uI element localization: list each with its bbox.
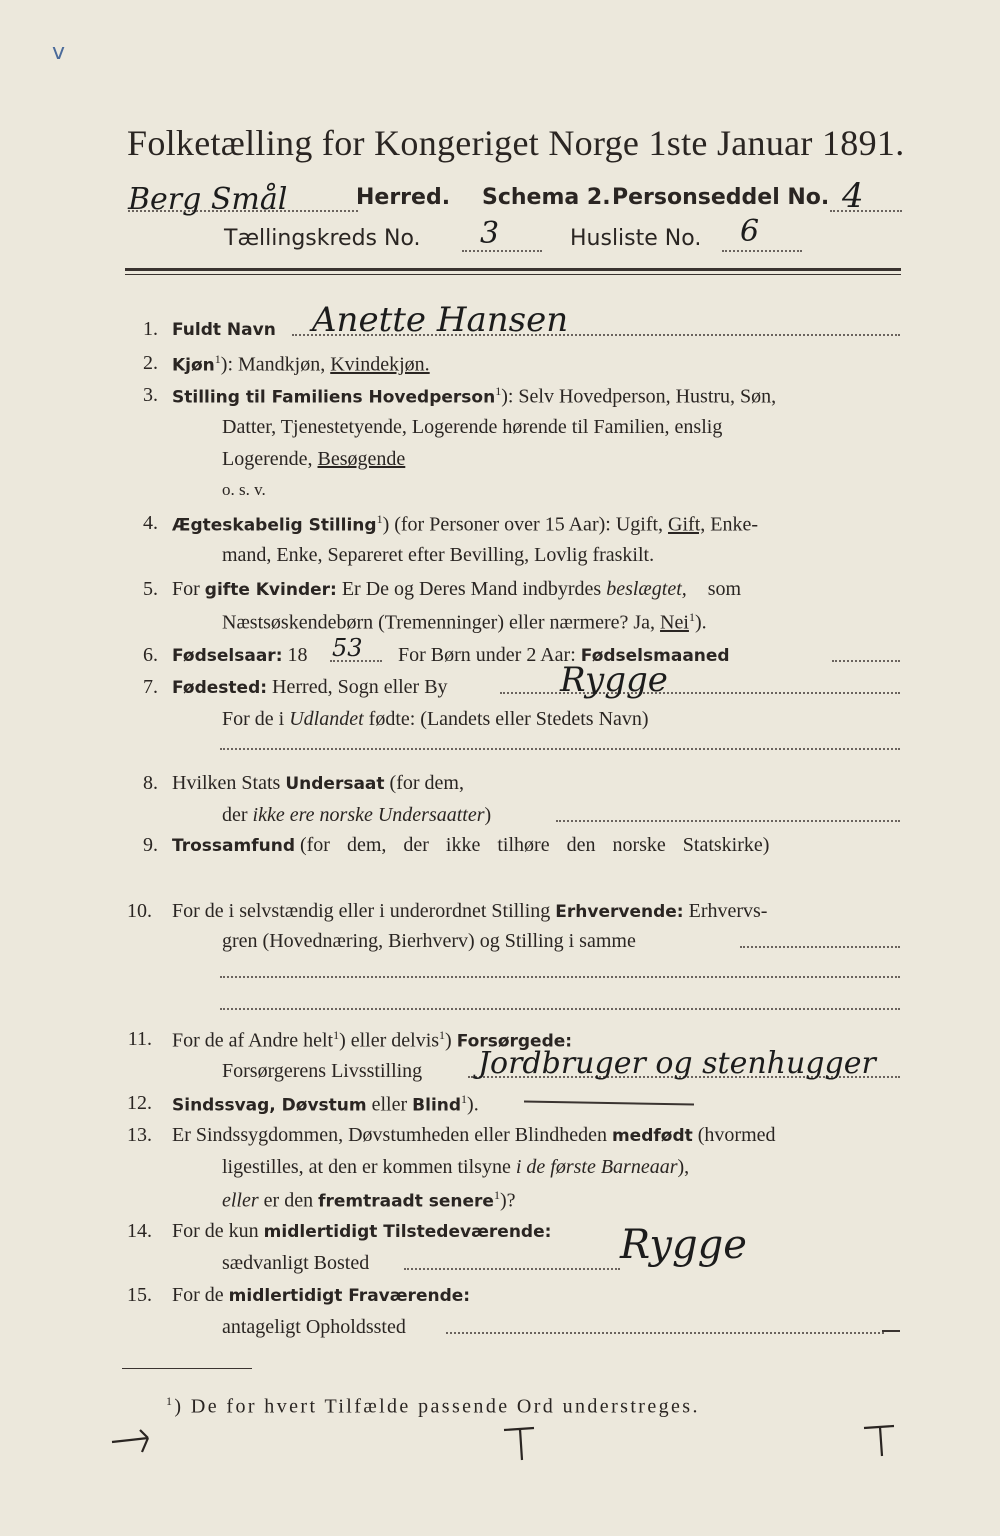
- q3-option-besogende: Besøgende: [317, 448, 406, 470]
- q7-text: Herred, Sogn eller By: [272, 676, 448, 698]
- q8-line1-c: (for dem,: [389, 772, 464, 794]
- q13-number: 13.: [127, 1124, 152, 1146]
- husliste-dots: [722, 250, 802, 252]
- q2-body: ): Mandkjøn,: [220, 353, 326, 376]
- q6-label: [172, 644, 308, 667]
- q4-label: Ægteskabelig Stilling: [172, 515, 377, 536]
- q6-number: 6.: [143, 644, 158, 666]
- q8-dots: [556, 820, 900, 822]
- q5-line1-b: beslægtet,: [606, 578, 687, 600]
- q14-value: Rygge: [620, 1222, 747, 1268]
- q10-dots-3: [220, 1008, 900, 1010]
- q1-value: Anette Hansen: [312, 300, 569, 340]
- q5-pre: For: [172, 578, 200, 600]
- q8-line2-a: der: [222, 804, 248, 826]
- q5-option-nei: Nei: [660, 611, 689, 634]
- footnote-rule: [122, 1368, 252, 1369]
- kreds-label: Tællingskreds No.: [224, 226, 421, 251]
- q2-label: Kjøn: [172, 355, 215, 376]
- q6-text-body: For Børn under 2 Aar:: [398, 644, 576, 666]
- q3-sup: 1: [495, 384, 502, 398]
- q13-line2-a: ligestilles, at den er kommen tilsyne: [222, 1156, 511, 1178]
- q15-number: 15.: [127, 1284, 152, 1306]
- q14-line2: sædvanligt Bosted: [222, 1252, 370, 1274]
- q10-number: 10.: [127, 900, 152, 922]
- husliste-value: 6: [740, 214, 760, 249]
- q11-value: Jordbruger og stenhugger: [478, 1046, 876, 1081]
- q10-line1-a: For de i selvstændig eller i underordnet Stilling: [172, 900, 551, 922]
- q13-line3-a: eller: [222, 1189, 259, 1212]
- q12-tail: ).: [467, 1093, 479, 1116]
- q13-line1-c: (hvormed: [697, 1124, 776, 1146]
- q12-label: Sindssvag, Døvstum: [172, 1095, 367, 1116]
- q5-sup: 1: [688, 610, 695, 624]
- q9-text: (for dem, der ikke tilhøre den norske Statskirke): [299, 834, 770, 856]
- q6-label2: Fødselsmaaned: [580, 646, 730, 666]
- q4-line1: [172, 512, 758, 537]
- footnote-text: ) De for hvert Tilfælde passende Ord understreges.: [174, 1395, 700, 1418]
- q13-label2: fremtraadt senere: [318, 1191, 494, 1212]
- q10-dots-2: [220, 976, 900, 978]
- q8-line1-a: Hvilken Stats: [172, 772, 281, 794]
- q6-month-dots: [832, 660, 900, 662]
- q5-number: 5.: [143, 578, 158, 600]
- q3-line3: [222, 448, 405, 471]
- q5-line2-c: ).: [694, 611, 707, 634]
- registration-mark-center: [500, 1424, 540, 1464]
- q1-label: [172, 318, 276, 341]
- q8-line1: [172, 772, 464, 795]
- q7-line2-a: For de i: [222, 708, 285, 730]
- q1-dots: [292, 334, 900, 336]
- q2-text: [172, 352, 430, 377]
- q4-option-gift: Gift,: [668, 513, 706, 536]
- footnote: [166, 1394, 700, 1419]
- q13-line2-c: ),: [677, 1156, 690, 1178]
- q15-line1: [172, 1284, 470, 1307]
- q11-line1-c: ): [445, 1029, 452, 1052]
- q12-number: 12.: [127, 1092, 152, 1114]
- q3-line4: o. s. v.: [222, 480, 266, 499]
- q4-line1-c: Enke-: [710, 513, 759, 536]
- q3-line2: Datter, Tjenestetyende, Logerende hørende til Familien, enslig: [222, 416, 723, 438]
- q5-label: gifte Kvinder:: [204, 580, 337, 600]
- q7-foreign-dots: [220, 748, 900, 750]
- q13-sup: 1: [493, 1188, 500, 1202]
- q3-line3-a: Logerende,: [222, 448, 313, 470]
- q13-line2-b: i de første Barneaar: [515, 1156, 678, 1178]
- q7-line1: [172, 676, 448, 699]
- q8-line2-c: ): [484, 804, 492, 826]
- header-rule-thin: [125, 274, 901, 275]
- q15-line1-a: For de: [172, 1284, 224, 1306]
- q5-line1: [172, 578, 741, 601]
- q13-label: medfødt: [611, 1126, 693, 1146]
- q15-label: midlertidigt Fraværende:: [228, 1286, 471, 1306]
- q5-line2-a: Næstsøskendebørn (Tremenninger) eller nærmere? Ja,: [222, 611, 656, 634]
- header-rule-thick: [125, 268, 901, 271]
- q6-prefix: 18: [287, 644, 308, 666]
- q3-label: Stilling til Familiens Hovedperson: [172, 387, 496, 408]
- herred-value: Berg Smål: [128, 182, 288, 217]
- personseddel-label: Personseddel No.: [612, 185, 830, 210]
- q4-line1-a: ) (for Personer over 15 Aar): Ugift,: [382, 513, 664, 536]
- q10-line1-c: Erhvervs-: [688, 900, 768, 922]
- q14-line1-a: For de kun: [172, 1220, 259, 1242]
- q5-line1-a: Er De og Deres Mand indbyrdes: [341, 578, 602, 600]
- q13-line1-a: Er Sindssygdommen, Døvstumheden eller Blindheden: [172, 1124, 607, 1146]
- q9-line: [172, 834, 769, 857]
- herred-label: Herred.: [356, 185, 451, 210]
- q13-line3-b: er den: [263, 1189, 314, 1212]
- q9-number: 9.: [143, 834, 158, 856]
- q13-line3: [222, 1188, 516, 1213]
- q4-number: 4.: [143, 512, 158, 534]
- q11-sup-b: 1: [439, 1028, 446, 1042]
- q11-sup-a: 1: [333, 1028, 340, 1042]
- q3-line1-text: ): Selv Hovedperson, Hustru, Søn,: [501, 385, 777, 408]
- q4-sup: 1: [376, 512, 383, 526]
- q7-number: 7.: [143, 676, 158, 698]
- q6-year-dots: [330, 660, 382, 662]
- herred-dots: [128, 210, 358, 212]
- q11-line2: Forsørgerens Livsstilling: [222, 1060, 423, 1082]
- q12-line: [172, 1092, 479, 1117]
- q11-line1-b: ) eller delvis: [339, 1029, 440, 1052]
- husliste-label: Husliste No.: [570, 226, 702, 251]
- q7-label: Fødested:: [172, 678, 268, 698]
- q7-line2-c: fødte: (Landets eller Stedets Navn): [368, 708, 649, 730]
- q15-line2: antageligt Opholdssted: [222, 1316, 406, 1338]
- q1-label-text: Fuldt Navn: [172, 320, 276, 340]
- q5-line1-c: som: [707, 578, 742, 600]
- q6-value: 53: [332, 634, 363, 662]
- form-title: Folketælling for Kongeriget Norge 1ste Januar 1891.: [127, 123, 905, 163]
- q10-line2: gren (Hovednæring, Bierhverv) og Stilling i samme: [222, 930, 636, 952]
- q13-line1: [172, 1124, 776, 1147]
- q8-label: Undersaat: [285, 774, 385, 794]
- q10-dots-1: [740, 946, 900, 948]
- q10-line1: [172, 900, 767, 923]
- q12-sup: 1: [461, 1092, 468, 1106]
- q11-line1-a: For de af Andre helt: [172, 1029, 334, 1052]
- footnote-sup: 1: [166, 1394, 175, 1408]
- schema-label: Schema 2.: [482, 185, 611, 210]
- q12-text: eller: [371, 1093, 408, 1116]
- personseddel-dots: [830, 210, 902, 212]
- kreds-value: 3: [480, 216, 500, 251]
- q7-line2-b: Udlandet: [289, 708, 364, 730]
- q6-label-text: Fødselsaar:: [172, 646, 283, 666]
- q15-dots: [446, 1332, 884, 1334]
- q5-line2: [222, 610, 707, 635]
- q10-label: Erhvervende:: [555, 902, 684, 922]
- q7-line2: [222, 708, 649, 731]
- q14-line1: [172, 1220, 551, 1243]
- q1-number: 1.: [143, 318, 158, 340]
- q14-number: 14.: [127, 1220, 152, 1242]
- q9-label: Trossamfund: [172, 836, 295, 856]
- q13-line2: [222, 1156, 689, 1179]
- q3-line1: [172, 384, 776, 409]
- q8-line2: [222, 804, 491, 827]
- registration-mark-right: [860, 1420, 900, 1460]
- personseddel-value: 4: [842, 176, 864, 216]
- q8-number: 8.: [143, 772, 158, 794]
- q4-line2: mand, Enke, Separeret efter Bevilling, Lovlig fraskilt.: [222, 544, 655, 566]
- q14-label: midlertidigt Tilstedeværende:: [263, 1222, 552, 1242]
- q2-number: 2.: [143, 352, 158, 374]
- registration-mark-left: [110, 1422, 160, 1462]
- q2-sup: 1: [214, 352, 221, 366]
- q11-label: Forsørgede:: [456, 1031, 573, 1052]
- q12-label2: Blind: [412, 1095, 462, 1116]
- q2-option-kvindekjon: Kvindekjøn.: [330, 353, 430, 376]
- kreds-dots: [462, 250, 542, 252]
- q15-end-dash: [882, 1330, 900, 1332]
- q7-value: Rygge: [560, 660, 668, 700]
- q3-number: 3.: [143, 384, 158, 406]
- corner-mark: v: [52, 40, 66, 65]
- q8-line2-b: ikke ere norske Undersaatter: [252, 804, 485, 826]
- q12-dash: [524, 1101, 694, 1106]
- q14-dots: [404, 1268, 620, 1270]
- q11-number: 11.: [127, 1028, 152, 1050]
- q13-line3-d: )?: [499, 1189, 516, 1212]
